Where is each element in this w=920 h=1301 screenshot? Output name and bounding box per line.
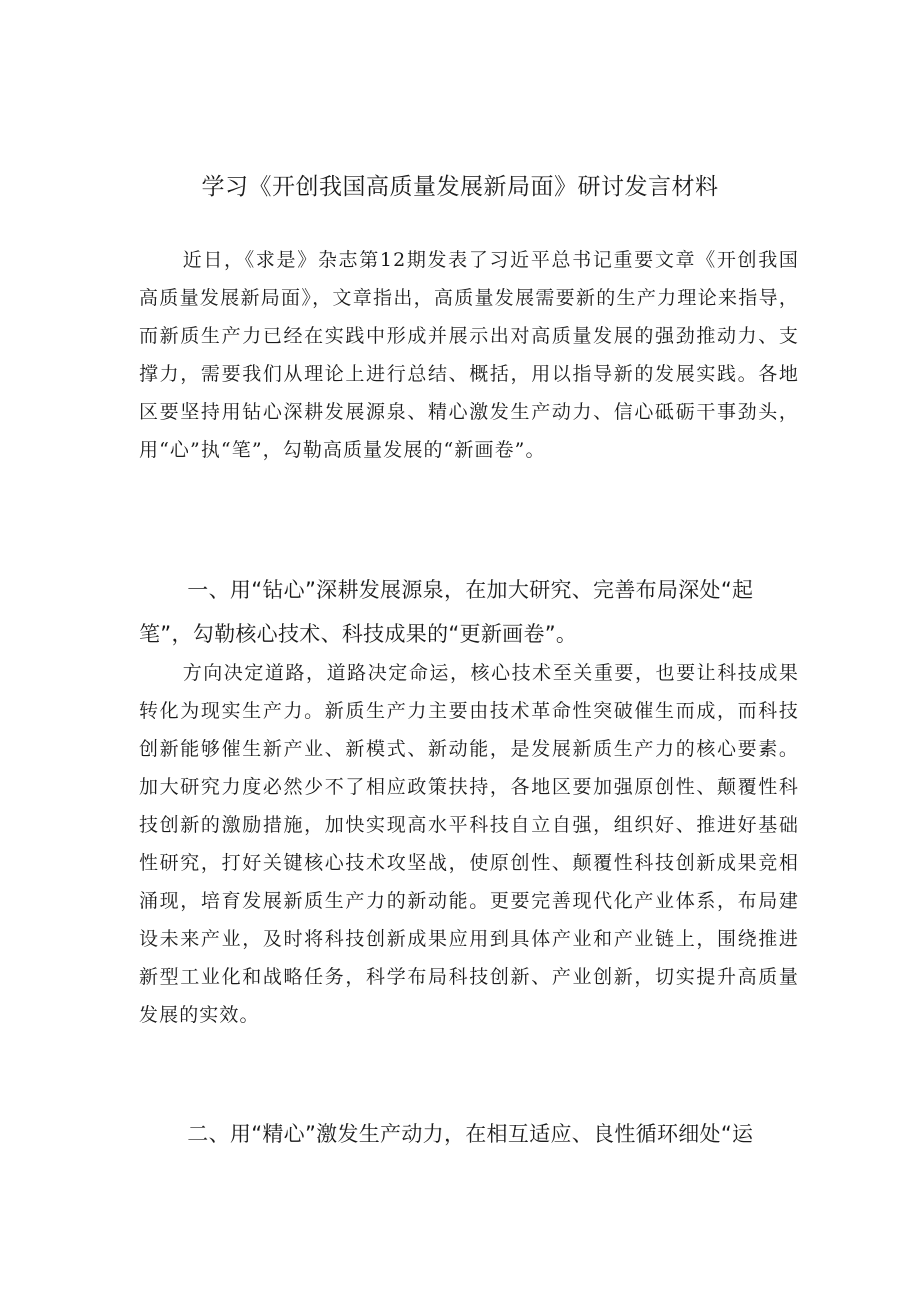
intro-paragraph: 近日，《求是》杂志第12期发表了习近平总书记重要文章《开创我国高质量发展新局面》，文章指出，高质量发展需要新的生产力理论来指导，而新质生产力已经在实践中形成并展示出对高质量发展的强劲推动力、支撑力，需要我们从理论上进行总结、概括，用以指导新的发展实践。各地区要坚持用钻心深耕发展源泉、精心激发生产动力、信心砥砺干事劲头，用“心”执“笔”，勾勒高质量发展的“新画卷”。 [139,249,799,461]
section-1-heading: 一、用“钻心”深耕发展源泉，在加大研究、完善布局深处“起笔”，勾勒核心技术、科技成果的“更新画卷”。 [139,578,754,646]
section-2-heading: 二、用“精心”激发生产动力，在相互适应、良性循环细处“运 [187,1122,754,1146]
section-1-paragraph: 方向决定道路，道路决定命运，核心技术至关重要，也要让科技成果转化为现实生产力。新质生产力主要由技术革命性突破催生而成，而科技创新能够催生新产业、新模式、新动能，是发展新质生产力的核心要素。加大研究力度必然少不了相应政策扶持，各地区要加强原创性、颠覆性科技创新的激励措施，加快实现高水平科技自立自强，组织好、推进好基础性研究，打好关键核心技术攻坚战，使原创性、颠覆性科技创新成果竞相涌现，培育发展新质生产力的新动能。更要完善现代化产业体系，布局建设未来产业，及时将科技创新成果应用到具体产业和产业链上，围绕推进新型工业化和战略任务，科学布局科技创新、产业创新，切实提升高质量发展的实效。 [139,662,799,1026]
document-title: 学习《开创我国高质量发展新局面》研讨发言材料 [201,174,719,200]
